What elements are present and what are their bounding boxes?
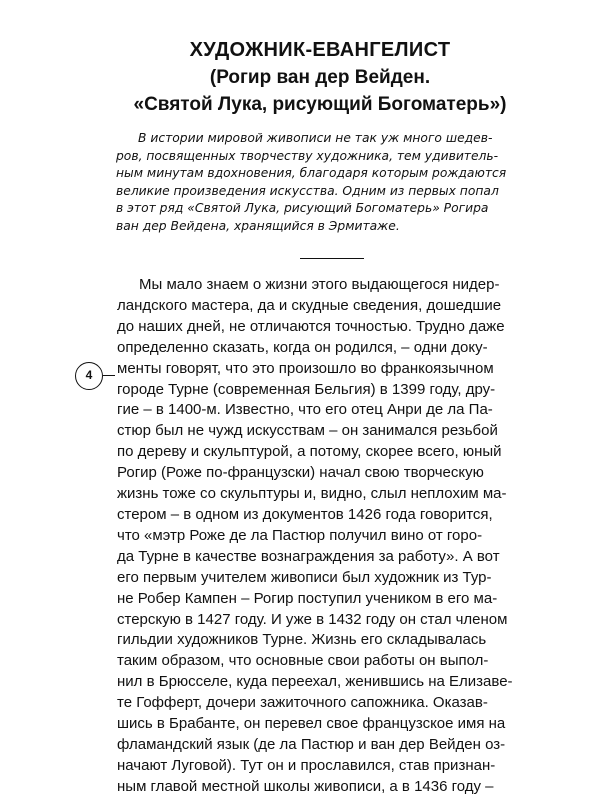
body-line: что «мэтр Роже де ла Пастюр получил вино от горо- bbox=[117, 526, 483, 544]
article-heading bbox=[60, 36, 580, 118]
body-line: ландского мастера, да и скудные сведения, дошедшие bbox=[117, 296, 502, 314]
body-line: Мы мало знаем о жизни этого выдающегося нидер- bbox=[139, 276, 500, 293]
body-line: Рогир (Роже по-французски) начал свою творческую bbox=[117, 464, 484, 482]
intro-line: ным минутам вдохновения, благодаря которым рождаются bbox=[116, 166, 507, 181]
body-line: жизнь тоже со скульптуры и, видно, слыл неплохим ма- bbox=[117, 485, 507, 503]
body-line: стером – в одном из документов 1426 года говорится, bbox=[117, 505, 493, 523]
body-line: по дереву и скульптурой, а потому, скорее всего, юный bbox=[117, 443, 502, 461]
body-line: гильдии художников Турне. Жизнь его складывалась bbox=[117, 631, 487, 649]
body-line: начают Луговой). Тут он и прославился, став признан- bbox=[117, 756, 496, 774]
intro-line: В истории мировой живописи не так уж много шедев- bbox=[138, 131, 493, 145]
intro-line: ван дер Вейдена, хранящийся в Эрмитаже. bbox=[116, 218, 400, 233]
article-title: ХУДОЖНИК-ЕВАНГЕЛИСТ bbox=[189, 39, 451, 61]
page-number: 4 bbox=[85, 368, 93, 382]
body-paragraph bbox=[117, 275, 565, 798]
section-divider bbox=[300, 258, 364, 259]
body-line: до наших дней, не отличаются точностью. Трудно даже bbox=[117, 317, 505, 335]
intro-line: в этот ряд «Святой Лука, рисующий Богоматерь» Рогира bbox=[116, 201, 489, 216]
body-line: ным главой местной школы живописи, а в 1436 году – bbox=[117, 777, 494, 795]
body-line: таким образом, что основные свои работы он выпол- bbox=[117, 652, 489, 670]
body-line: шись в Брабанте, он перевел свое французское имя на bbox=[117, 715, 506, 733]
page-number-badge bbox=[75, 362, 103, 390]
body-line: стюр был не чужд искусствам – он занимался резьбой bbox=[117, 422, 498, 440]
body-line: городе Турне (современная Бельгия) в 1399 году, дру- bbox=[117, 380, 496, 398]
intro-line: ров, посвященных творчеству художника, тем удивитель- bbox=[116, 148, 499, 163]
body-line: определенно сказать, когда он родился, – одни доку- bbox=[117, 338, 488, 356]
body-line: гие – в 1400-м. Известно, что его отец Анри де ла Па- bbox=[117, 401, 493, 419]
intro-line: великие произведения искусства. Одним из первых попал bbox=[116, 183, 499, 198]
body-line: его первым учителем живописи был художник из Тур- bbox=[117, 568, 492, 586]
intro-paragraph bbox=[116, 130, 564, 236]
body-line: те Гофферт, дочери зажиточного сапожника. Оказав- bbox=[117, 694, 488, 712]
body-line: фламандский язык (де ла Пастюр и ван дер Вейден оз- bbox=[117, 735, 506, 753]
body-line: менты говорят, что это произошло во франкоязычном bbox=[117, 359, 494, 377]
article-subtitle-line: «Святой Лука, рисующий Богоматерь») bbox=[133, 94, 507, 115]
body-line: нил в Брюсселе, куда переехал, женившись на Елизаве- bbox=[117, 673, 513, 691]
body-line: да Турне в качестве вознаграждения за работу». А вот bbox=[117, 547, 500, 565]
body-line: не Робер Кампен – Рогир поступил учеником в его ма- bbox=[117, 589, 498, 607]
article-subtitle-line: (Рогир ван дер Вейден. bbox=[209, 67, 431, 88]
body-line: стерскую в 1427 году. И уже в 1432 году он стал членом bbox=[117, 610, 508, 628]
page-number-connector bbox=[103, 375, 115, 376]
